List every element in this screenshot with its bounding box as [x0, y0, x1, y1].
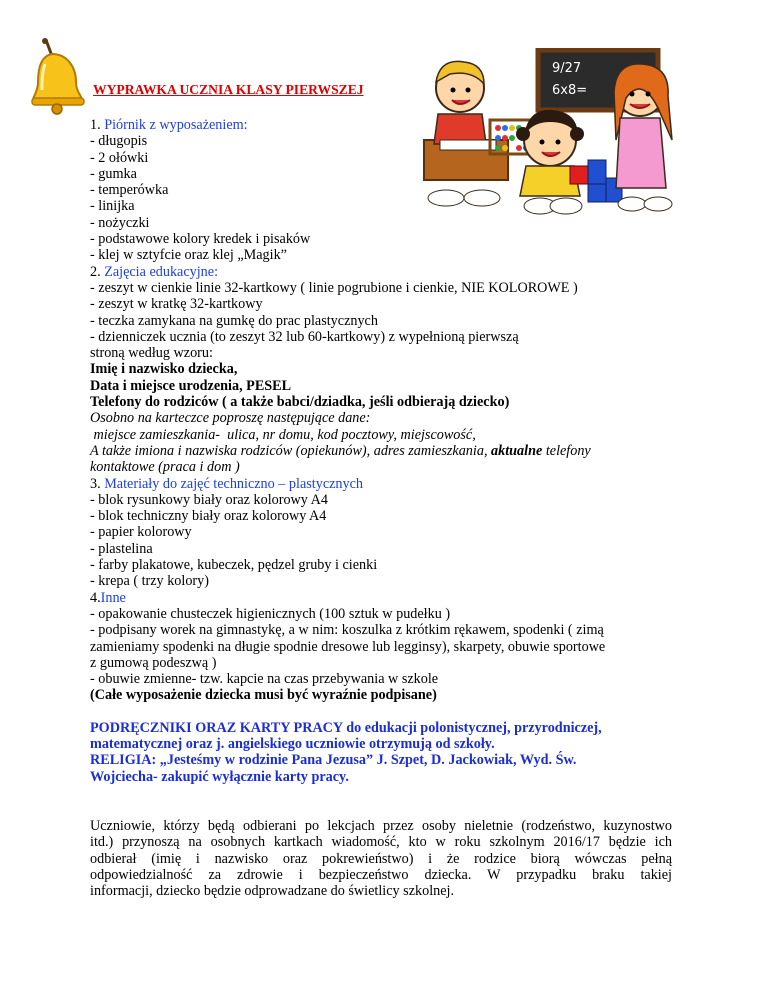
labeling-note: (Całe wyposażenie dziecka musi być wyraźnie podpisane) [90, 687, 437, 704]
paragraph-line: informacji, dziecko będzie odprowadzane do świetlicy szkolnej. [90, 883, 455, 900]
religion-notice: RELIGIA: „Jesteśmy w rodzinie Pana Jezusa” J. Szpet, D. Jackowiak, Wyd. Św. [90, 752, 577, 769]
chalkboard-line-2: 6x8= [552, 83, 588, 98]
paragraph-line: Uczniowie, którzy będą odbierani po lekcjach przez osoby nieletnie (rodzeństwo, kuzynostwo [90, 818, 672, 834]
chalkboard-line-1: 9/27 [552, 61, 582, 76]
list-item: - krepa ( trzy kolory) [90, 573, 209, 590]
list-item: - papier kolorowy [90, 524, 192, 541]
paragraph-line: odpowiedzialność za zdrowie i bezpieczeństwo dziecka. W przypadku braku takiej [90, 866, 672, 883]
note-line: A także imiona i nazwiska rodziców (opiekunów), adres zamieszkania, aktualne telefony [90, 442, 591, 459]
textbooks-notice: PODRĘCZNIKI ORAZ KARTY PRACY do edukacji polonistycznej, przyrodniczej, [90, 719, 602, 736]
bell-icon [30, 38, 88, 116]
section-3-heading: 3. Materiały do zajęć techniczno – plastycznych [90, 475, 363, 492]
section-1-heading: 1. Piórnik z wyposażeniem: [90, 117, 248, 133]
list-item: - blok rysunkowy biały oraz kolorowy A4 [90, 491, 329, 508]
list-item: - zeszyt w cienkie linie 32-kartkowy ( linie pogrubione i cienkie, NIE KOLOROWE ) [90, 279, 578, 296]
pattern-line: Data i miejsce urodzenia, PESEL [90, 377, 292, 394]
list-item: - zeszyt w kratkę 32-kartkowy [90, 296, 263, 313]
list-item: - farby plakatowe, kubeczek, pędzel gruby i cienki [90, 557, 378, 574]
list-item: - gumka [90, 165, 137, 182]
pattern-line: Telefony do rodziców ( a także babci/dziadka, jeśli odbierają dziecko) [90, 394, 510, 411]
section-4-heading: 4.Inne [90, 589, 126, 606]
pattern-line: Imię i nazwisko dziecka, [90, 361, 238, 378]
list-item: - 2 ołówki [90, 149, 149, 166]
list-item: z gumową podeszwą ) [90, 654, 217, 671]
list-item: - obuwie zmienne- tzw. kapcie na czas przebywania w szkole [90, 671, 439, 688]
emphasis-current: aktualne [491, 442, 543, 459]
list-item: - długopis [90, 133, 148, 150]
note-intro: Osobno na karteczce poproszę następujące dane: [90, 410, 371, 427]
list-item: - teczka zamykana na gumkę do prac plastycznych [90, 312, 378, 329]
page-title: WYPRAWKA UCZNIA KLASY PIERWSZEJ [93, 82, 364, 97]
list-item: - podstawowe kolory kredek i pisaków [90, 231, 311, 248]
list-item: - podpisany worek na gimnastykę, a w nim: koszulka z krótkim rękawem, spodenki ( zimą [90, 622, 604, 639]
note-line: kontaktowe (praca i dom ) [90, 459, 240, 476]
list-item: - blok techniczny biały oraz kolorowy A4 [90, 508, 327, 525]
list-item: zamieniamy spodenki na długie spodnie dresowe lub legginsy), skarpety, obuwie sportowe [90, 638, 606, 655]
list-item: - opakowanie chusteczek higienicznych (100 sztuk w pudełku ) [90, 605, 451, 622]
list-item: - plastelina [90, 540, 153, 557]
textbooks-notice: matematycznej oraz j. angielskiego uczniowie otrzymują od szkoły. [90, 735, 495, 752]
paragraph-line: itd.) przynoszą na osobnych kartkach wiadomość, kto w roku szkolnym 2016/17 będzie ich [90, 834, 672, 851]
supplies-list [90, 117, 660, 785]
list-item: stroną według wzoru: [90, 345, 213, 362]
list-item: - linijka [90, 198, 135, 215]
list-item: - temperówka [90, 182, 169, 199]
pickup-notice [90, 818, 672, 899]
religion-notice: Wojciecha- zakupić wyłącznie karty pracy. [90, 768, 349, 785]
list-item: - klej w sztyfcie oraz klej „Magik” [90, 247, 287, 264]
list-item: - nożyczki [90, 214, 150, 231]
section-2-heading: 2. Zajęcia edukacyjne: [90, 263, 219, 280]
list-item: - dzienniczek ucznia (to zeszyt 32 lub 60-kartkowy) z wypełnioną pierwszą [90, 328, 519, 345]
paragraph-line: odbierał (imię i nazwisko oraz pokrewieństwo) i że rodzice biorą wówczas pełną [90, 850, 672, 867]
note-line: miejsce zamieszkania- ulica, nr domu, kod pocztowy, miejscowość, [90, 426, 476, 443]
